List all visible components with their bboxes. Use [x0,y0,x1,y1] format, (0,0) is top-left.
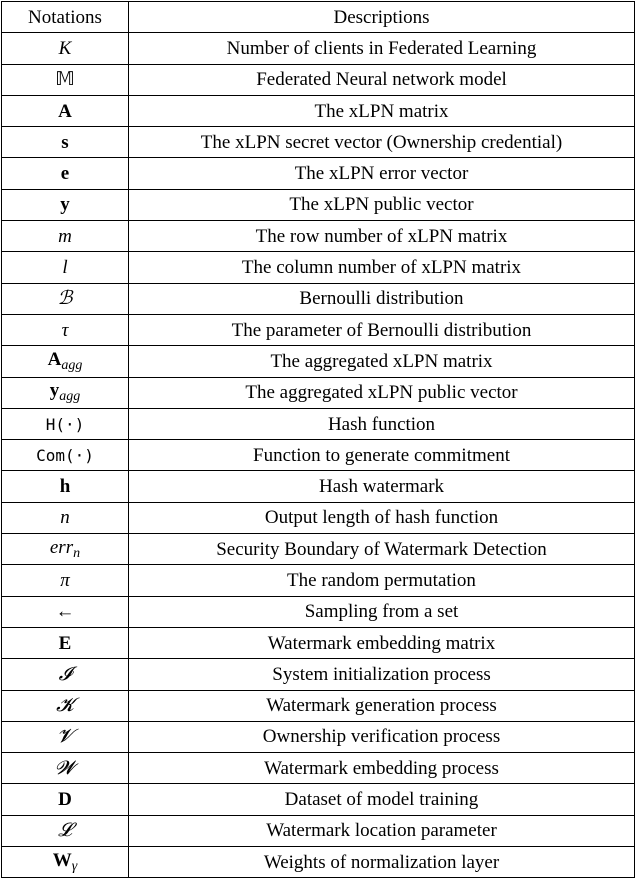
table-row [2,440,635,471]
notation-cell [2,283,129,314]
notation-cell [2,158,129,189]
description-cell: Ownership verification process [129,721,635,752]
notation-cell [2,502,129,533]
notation-cell [2,815,129,846]
table-row [2,377,635,408]
notation-cell [2,252,129,283]
notation-cell [2,471,129,502]
notation-subscript: agg [59,389,81,405]
notation-cell [2,753,129,784]
notation-cell [2,440,129,471]
notation-symbol: e [60,163,70,185]
notation-cell [2,221,129,252]
description-cell: Number of clients in Federated Learning [129,33,635,64]
notation-symbol: y [60,194,70,216]
header-notations: Notations [2,2,129,33]
description-cell: Watermark generation process [129,690,635,721]
table-row [2,158,635,189]
description-cell: The xLPN secret vector (Ownership credential) [129,127,635,158]
description-cell: The xLPN matrix [129,95,635,126]
notation-cell [2,847,129,878]
table-row [2,471,635,502]
table-row [2,721,635,752]
description-cell: Sampling from a set [129,596,635,627]
table-row [2,95,635,126]
notation-cell [2,408,129,439]
description-cell: Watermark location parameter [129,815,635,846]
table-row [2,815,635,846]
table-row [2,627,635,658]
table-row [2,64,635,95]
notation-cell [2,127,129,158]
notation-symbol: H(·) [45,414,85,434]
notation-symbol: s [61,131,69,153]
notation-cell [2,784,129,815]
notation-table [1,1,635,878]
notation-symbol: Com(·) [36,445,94,465]
notation-symbol: 𝓦 [55,756,75,779]
header-descriptions: Descriptions [129,2,635,33]
notation-cell [2,565,129,596]
description-cell: The parameter of Bernoulli distribution [129,314,635,345]
description-cell: The row number of xLPN matrix [129,221,635,252]
description-cell: Dataset of model training [129,784,635,815]
description-cell: System initialization process [129,659,635,690]
notation-symbol: τ [61,319,69,341]
table-row [2,252,635,283]
table-row [2,127,635,158]
notation-cell [2,690,129,721]
notation-subscript: n [73,545,81,561]
notation-symbol: D [58,789,72,811]
notation-symbol: 𝓘 [58,662,72,685]
table-row [2,565,635,596]
table-row [2,502,635,533]
table-body [2,33,635,878]
notation-subscript: agg [61,357,83,373]
table-row [2,189,635,220]
notation-cell [2,659,129,690]
notation-symbol: err [49,536,74,558]
notation-symbol: m [58,225,72,247]
description-cell: Weights of normalization layer [129,847,635,878]
notation-symbol: A [58,100,72,122]
description-cell: Function to generate commitment [129,440,635,471]
notation-cell [2,627,129,658]
table-row [2,33,635,64]
table-row [2,690,635,721]
notation-symbol: π [60,569,70,591]
description-cell: Bernoulli distribution [129,283,635,314]
notation-symbol: ← [55,601,75,623]
notation-symbol: K [58,37,72,59]
notation-symbol: W [52,849,72,871]
notation-symbol: 𝓛 [58,819,72,842]
description-cell: The xLPN public vector [129,189,635,220]
notation-symbol: A [47,348,62,370]
table-row [2,847,635,878]
notation-cell [2,596,129,627]
notation-cell [2,95,129,126]
description-cell: Watermark embedding process [129,753,635,784]
notation-cell [2,33,129,64]
description-cell: Output length of hash function [129,502,635,533]
notation-symbol: ℬ [57,287,73,310]
table-row [2,534,635,565]
notation-cell [2,721,129,752]
table-row [2,659,635,690]
notation-symbol: y [49,380,60,402]
notation-cell [2,64,129,95]
notation-symbol: h [59,476,71,498]
notation-cell [2,346,129,377]
table-row [2,283,635,314]
description-cell: Federated Neural network model [129,64,635,95]
description-cell: The random permutation [129,565,635,596]
description-cell: The aggregated xLPN public vector [129,377,635,408]
table-header-row [2,2,635,33]
notation-cell [2,377,129,408]
table-row [2,408,635,439]
notation-cell [2,314,129,345]
table-row [2,753,635,784]
notation-symbol: E [58,632,72,654]
notation-symbol: n [60,507,70,529]
description-cell: Hash watermark [129,471,635,502]
description-cell: Hash function [129,408,635,439]
table-row [2,221,635,252]
description-cell: The column number of xLPN matrix [129,252,635,283]
table-row [2,314,635,345]
notation-cell [2,189,129,220]
notation-symbol: 𝓚 [56,694,74,717]
table-row [2,784,635,815]
description-cell: Watermark embedding matrix [129,627,635,658]
notation-symbol: 𝓥 [57,725,73,748]
notation-symbol: 𝕄 [55,69,75,91]
description-cell: The xLPN error vector [129,158,635,189]
description-cell: The aggregated xLPN matrix [129,346,635,377]
notation-cell [2,534,129,565]
description-cell: Security Boundary of Watermark Detection [129,534,635,565]
notation-subscript: γ [71,858,78,874]
table-row [2,596,635,627]
table-row [2,346,635,377]
notation-symbol: l [62,257,68,279]
